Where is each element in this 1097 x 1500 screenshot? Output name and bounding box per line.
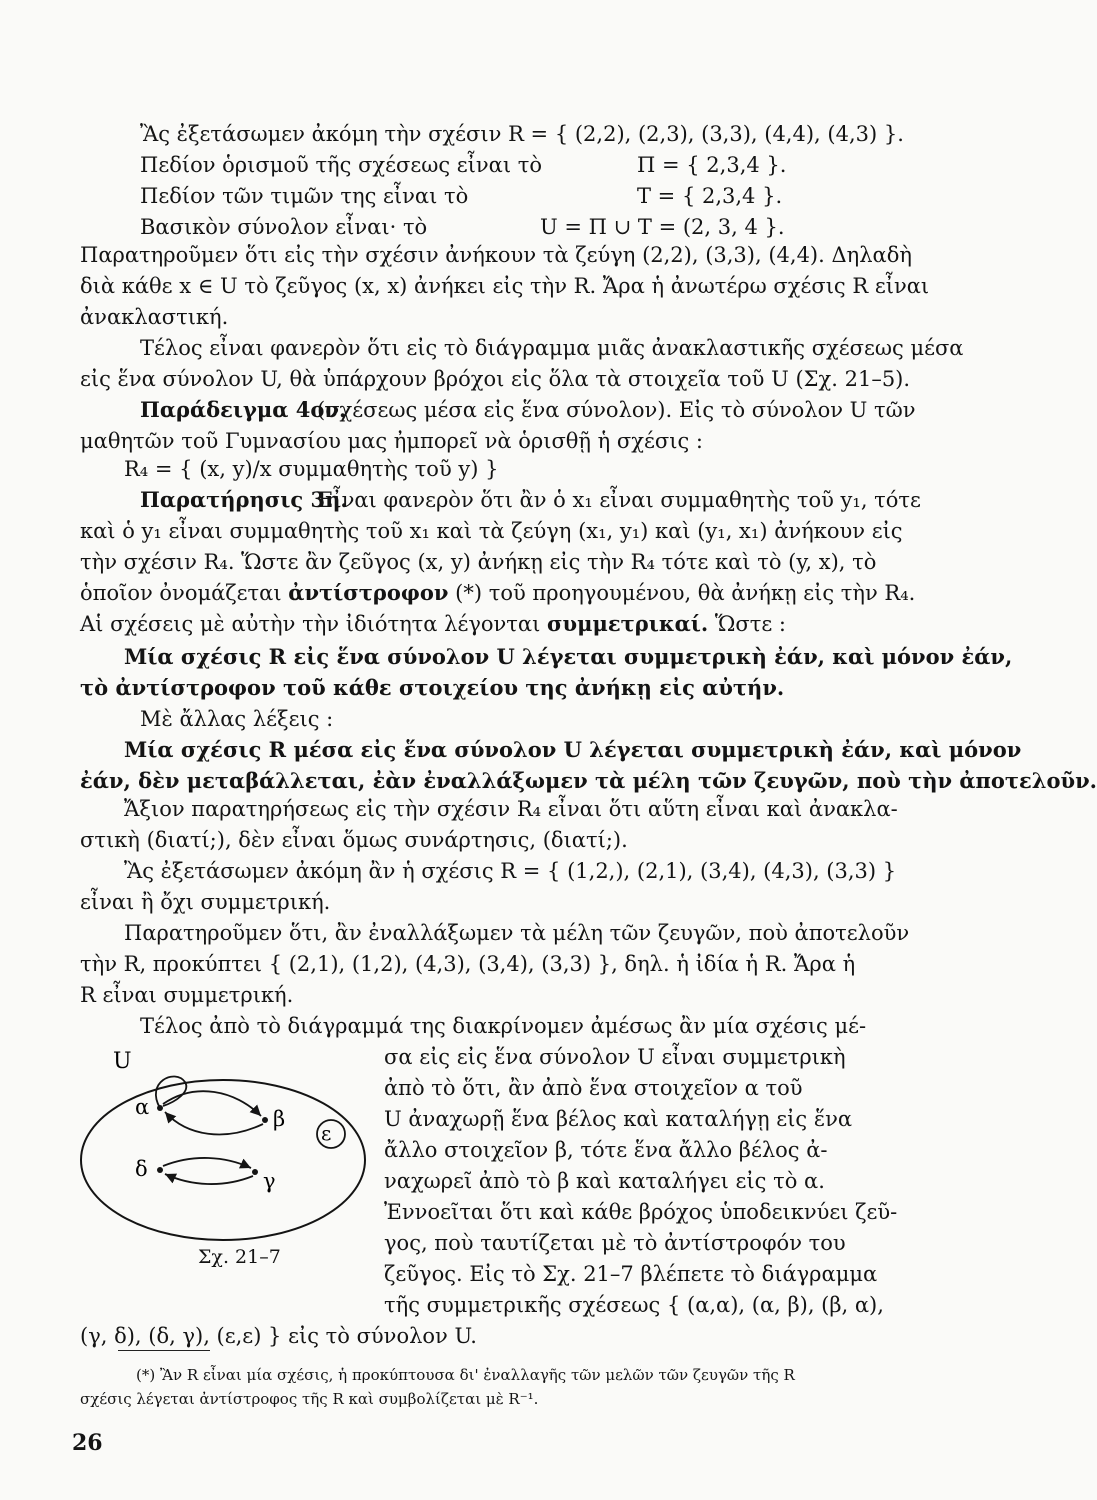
text-line: διὰ κάθε x ∈ U τὸ ζεῦγος (x, x) ἀνήκει εἰς τὴν R. Ἄρα ἡ ἀνωτέρω σχέσις R εἶναι (80, 274, 930, 298)
text-line: ἀπὸ τὸ ὅτι, ἂν ἀπὸ ἕνα στοιχεῖον α τοῦ (384, 1076, 803, 1100)
footnote-rule (118, 1350, 210, 1351)
term-inverse: ἀντίστροφον (288, 580, 449, 605)
text-line: σα εἰς εἰς ἕνα σύνολον U εἶναι συμμετρικὴ (384, 1045, 846, 1069)
text-line: μαθητῶν τοῦ Γυμνασίου μας ἠμπορεῖ νὰ ὁρισθῇ ἡ σχέσις : (80, 429, 703, 453)
element-beta: β (273, 1107, 286, 1131)
text-line: τῆς συμμετρικῆς σχέσεως { (α,α), (α, β), (β, α), (384, 1293, 884, 1317)
arrow-gamma-delta (165, 1174, 253, 1184)
text-line: εἰς ἕνα σύνολον U, θὰ ὑπάρχουν βρόχοι εἰς ὅλα τὰ στοιχεῖα τοῦ U (Σχ. 21–5). (80, 367, 911, 391)
text-span: Αἱ σχέσεις μὲ αὐτὴν τὴν ἰδιότητα λέγονται (80, 612, 541, 636)
definition-line: τὸ ἀντίστροφον τοῦ κάθε στοιχείου της ἀνήκῃ εἰς αὐτήν. (80, 675, 785, 700)
term-symmetric: συμμετρικαί. (547, 611, 709, 636)
definition-line: ἐάν, δὲν μεταβάλλεται, ἐὰν ἐναλλάξωμεν τὰ μέλη τῶν ζευγῶν, ποὺ τὴν ἀποτελοῦν. (80, 768, 1097, 793)
text-line: Βασικὸν σύνολον εἶναι· τὸ (140, 215, 428, 239)
definition-line: Μία σχέσις R μέσα εἰς ἕνα σύνολον U λέγεται συμμετρικὴ ἐάν, καὶ μόνον (124, 737, 1022, 762)
element-delta: δ (135, 1157, 148, 1181)
text-line: (γ, δ), (δ, γ), (ε,ε) } εἰς τὸ σύνολον U. (80, 1324, 477, 1348)
example-heading: Παράδειγμα 4ον. (140, 397, 347, 422)
alpha-loop (156, 1076, 186, 1108)
text-line: Ἂς ἐξετάσωμεν ἀκόμη τὴν σχέσιν R = { (2,2), (2,3), (3,3), (4,4), (4,3) }. (140, 122, 904, 146)
figure-caption: Σχ. 21–7 (198, 1246, 281, 1268)
text-line: τὴν R, προκύπτει { (2,1), (1,2), (4,3), (3,4), (3,3) }, δηλ. ἡ ἰδία ἡ R. Ἄρα ἡ (80, 952, 856, 976)
beta-point (262, 1117, 268, 1123)
remark-heading: Παρατήρησις 3η. (140, 487, 348, 512)
text-line (80, 610, 786, 638)
set-label: U (113, 1049, 132, 1074)
element-alpha: α (135, 1095, 150, 1119)
text-line: U ἀναχωρῇ ἕνα βέλος καὶ καταλήγῃ εἰς ἕνα (384, 1107, 853, 1131)
text-line (80, 579, 915, 607)
definition-line: Μία σχέσις R εἰς ἕνα σύνολον U λέγεται συμμετρικὴ ἐάν, καὶ μόνον ἐάν, (124, 644, 1013, 669)
text-line: εἶναι ἢ ὄχι συμμετρική. (80, 890, 331, 914)
element-epsilon: ε (321, 1121, 332, 1145)
text-line: Τέλος εἶναι φανερὸν ὅτι εἰς τὸ διάγραμμα μιᾶς ἀνακλαστικῆς σχέσεως μέσα (140, 336, 964, 360)
arrow-alpha-beta (163, 1091, 261, 1116)
footnote-line: σχέσις λέγεται ἀντίστροφος τῆς R καὶ συμβολίζεται μὲ R⁻¹. (80, 1390, 539, 1408)
text-line: Πεδίον τῶν τιμῶν της εἶναι τὸ (140, 184, 469, 208)
arrow-beta-alpha (165, 1112, 263, 1134)
text-line: Παρατηροῦμεν ὅτι εἰς τὴν σχέσιν ἀνήκουν τὰ ζεύγη (2,2), (3,3), (4,4). Δηλαδὴ (80, 243, 912, 267)
text-line: (σχέσεως μέσα εἰς ἕνα σύνολον). Εἰς τὸ σύνολον U τῶν (317, 398, 916, 422)
arrow-delta-gamma (163, 1158, 251, 1168)
set-diagram (75, 1040, 375, 1260)
text-line: Εἶναι φανερὸν ὅτι ἂν ὁ x₁ εἶναι συμμαθητὴς τοῦ y₁, τότε (318, 488, 921, 512)
text-line: ναχωρεῖ ἀπὸ τὸ β καὶ καταλήγει εἰς τὸ α. (384, 1169, 825, 1193)
text-line: γος, ποὺ ταυτίζεται μὲ τὸ ἀντίστροφόν του (384, 1231, 846, 1255)
text-line: Παρατηροῦμεν ὅτι, ἂν ἐναλλάξωμεν τὰ μέλη τῶν ζευγῶν, ποὺ ἀποτελοῦν (124, 921, 910, 945)
text-line: ἀνακλαστική. (80, 305, 229, 329)
text-line: Τέλος ἀπὸ τὸ διάγραμμά της διακρίνομεν ἀμέσως ἂν μία σχέσις μέ- (140, 1014, 867, 1038)
element-gamma: γ (263, 1169, 276, 1193)
delta-point (157, 1167, 163, 1173)
text-line: Ἄξιον παρατηρήσεως εἰς τὴν σχέσιν R₄ εἶναι ὅτι αὕτη εἶναι καὶ ἀνακλα- (124, 797, 898, 821)
text-span: Ὥστε : (714, 612, 786, 636)
gamma-point (252, 1169, 258, 1175)
text-line: ἄλλο στοιχεῖον β, τότε ἕνα ἄλλο βέλος ἀ- (384, 1138, 828, 1162)
text-line: U = Π ∪ Τ = (2, 3, 4 }. (540, 215, 785, 239)
text-line: Ἐννοεῖται ὅτι καὶ κάθε βρόχος ὑποδεικνύει ζεῦ- (384, 1200, 898, 1224)
text-line: Τ = { 2,3,4 }. (637, 184, 783, 208)
text-line: Μὲ ἄλλας λέξεις : (140, 707, 334, 731)
text-line: R εἶναι συμμετρική. (80, 983, 294, 1007)
text-line: Ἂς ἐξετάσωμεν ἀκόμη ἂν ἡ σχέσις R = { (1,2,), (2,1), (3,4), (4,3), (3,3) } (124, 859, 897, 883)
text-line: τὴν σχέσιν R₄. Ὥστε ἂν ζεῦγος (x, y) ἀνήκῃ εἰς τὴν R₄ τότε καὶ τὸ (y, x), τὸ (80, 550, 877, 574)
text-line: Πεδίον ὁρισμοῦ τῆς σχέσεως εἶναι τὸ (140, 153, 543, 177)
text-line: ζεῦγος. Εἰς τὸ Σχ. 21–7 βλέπετε τὸ διάγραμμα (384, 1262, 878, 1286)
page-number: 26 (72, 1430, 103, 1456)
text-line: καὶ ὁ y₁ εἶναι συμμαθητὴς τοῦ x₁ καὶ τὰ ζεύγη (x₁, y₁) καὶ (y₁, x₁) ἀνήκουν εἰς (80, 519, 903, 543)
footnote-line: (*) Ἂν R εἶναι μία σχέσις, ἡ προκύπτουσα δι' ἐναλλαγῆς τῶν μελῶν τῶν ζευγῶν τῆς R (136, 1366, 795, 1384)
text-line: στικὴ (διατί;), δὲν εἶναι ὅμως συνάρτησις, (διατί;). (80, 828, 628, 852)
text-span: (*) τοῦ προηγουμένου, θὰ ἀνήκῃ εἰς τὴν R₄. (455, 581, 916, 605)
formula-line: R₄ = { (x, y)/x συμμαθητὴς τοῦ y) } (124, 457, 499, 481)
text-span: ὁποῖον ὀνομάζεται (80, 581, 282, 605)
text-line: Π = { 2,3,4 }. (637, 153, 787, 177)
